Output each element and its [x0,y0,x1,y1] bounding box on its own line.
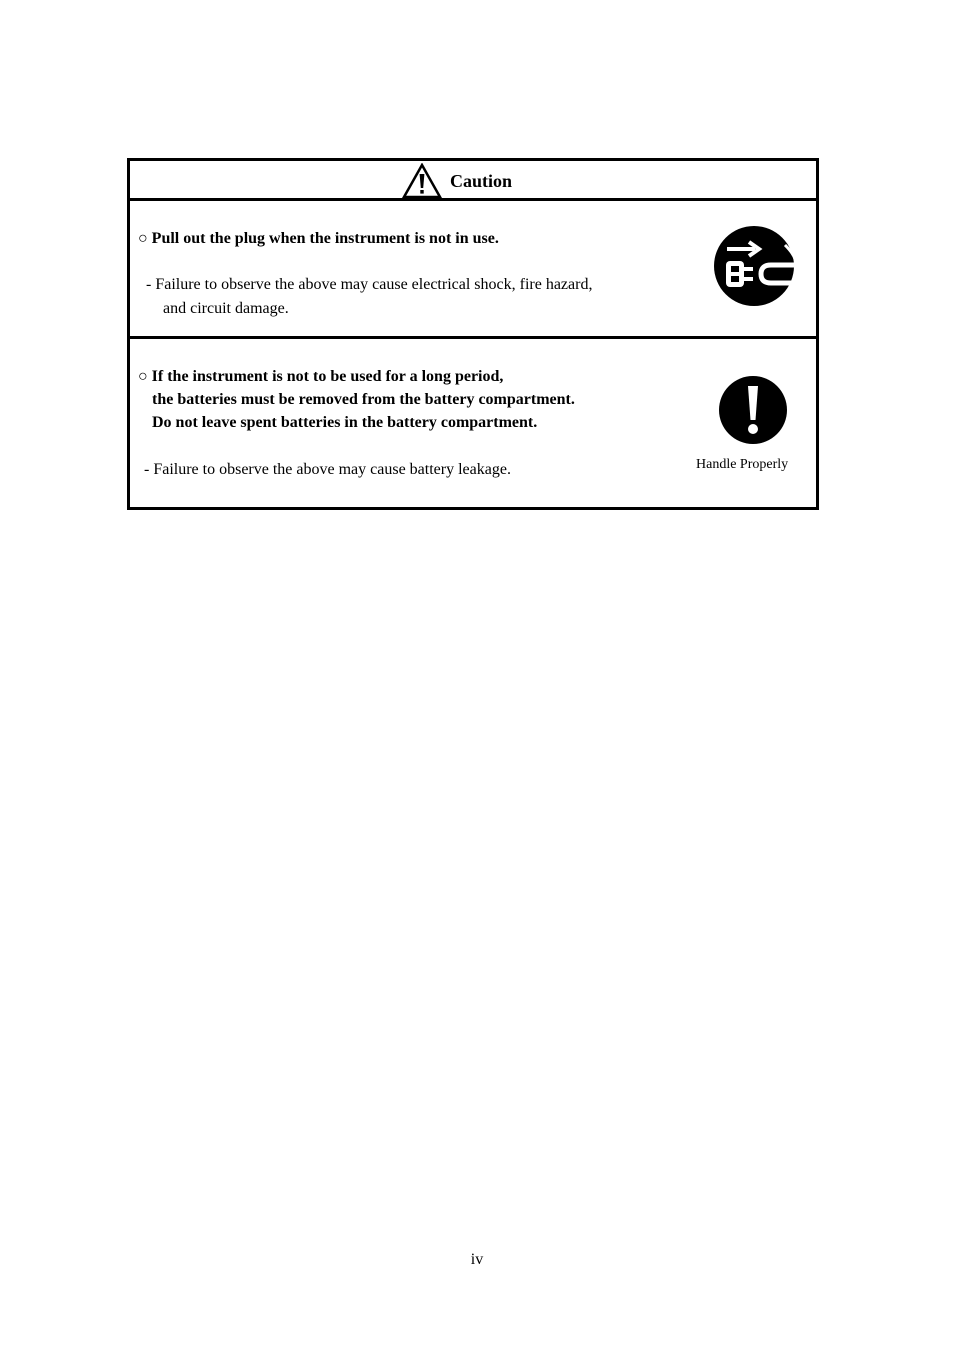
caution-box [127,158,819,510]
section-heading [138,367,503,387]
caution-header-inner [402,162,512,200]
caution-section-batteries [130,339,816,507]
bullet: ○ [138,368,148,385]
page-number: iv [470,1251,484,1268]
caution-header [130,161,816,201]
caution-section-unplug [130,201,816,339]
heading-line: If the instrument is not to be used for a long period, [151,368,504,385]
caution-title: Caution [450,171,513,191]
body-line: and circuit damage. [163,300,289,317]
section-heading [138,229,499,249]
icon-label: Handle Properly [696,457,789,472]
warning-triangle-icon [402,163,442,199]
exclamation-circle-icon [718,375,788,445]
heading-line: the batteries must be removed from the battery compartment. [152,391,575,408]
body-line: - Failure to observe the above may cause battery leakage. [144,461,511,478]
heading-line: Do not leave spent batteries in the battery compartment. [152,414,538,431]
unplug-icon [713,225,795,307]
bullet: ○ [138,230,148,247]
body-line: - Failure to observe the above may cause electrical shock, fire hazard, [146,276,593,293]
heading-line: Pull out the plug when the instrument is not in use. [151,230,499,247]
